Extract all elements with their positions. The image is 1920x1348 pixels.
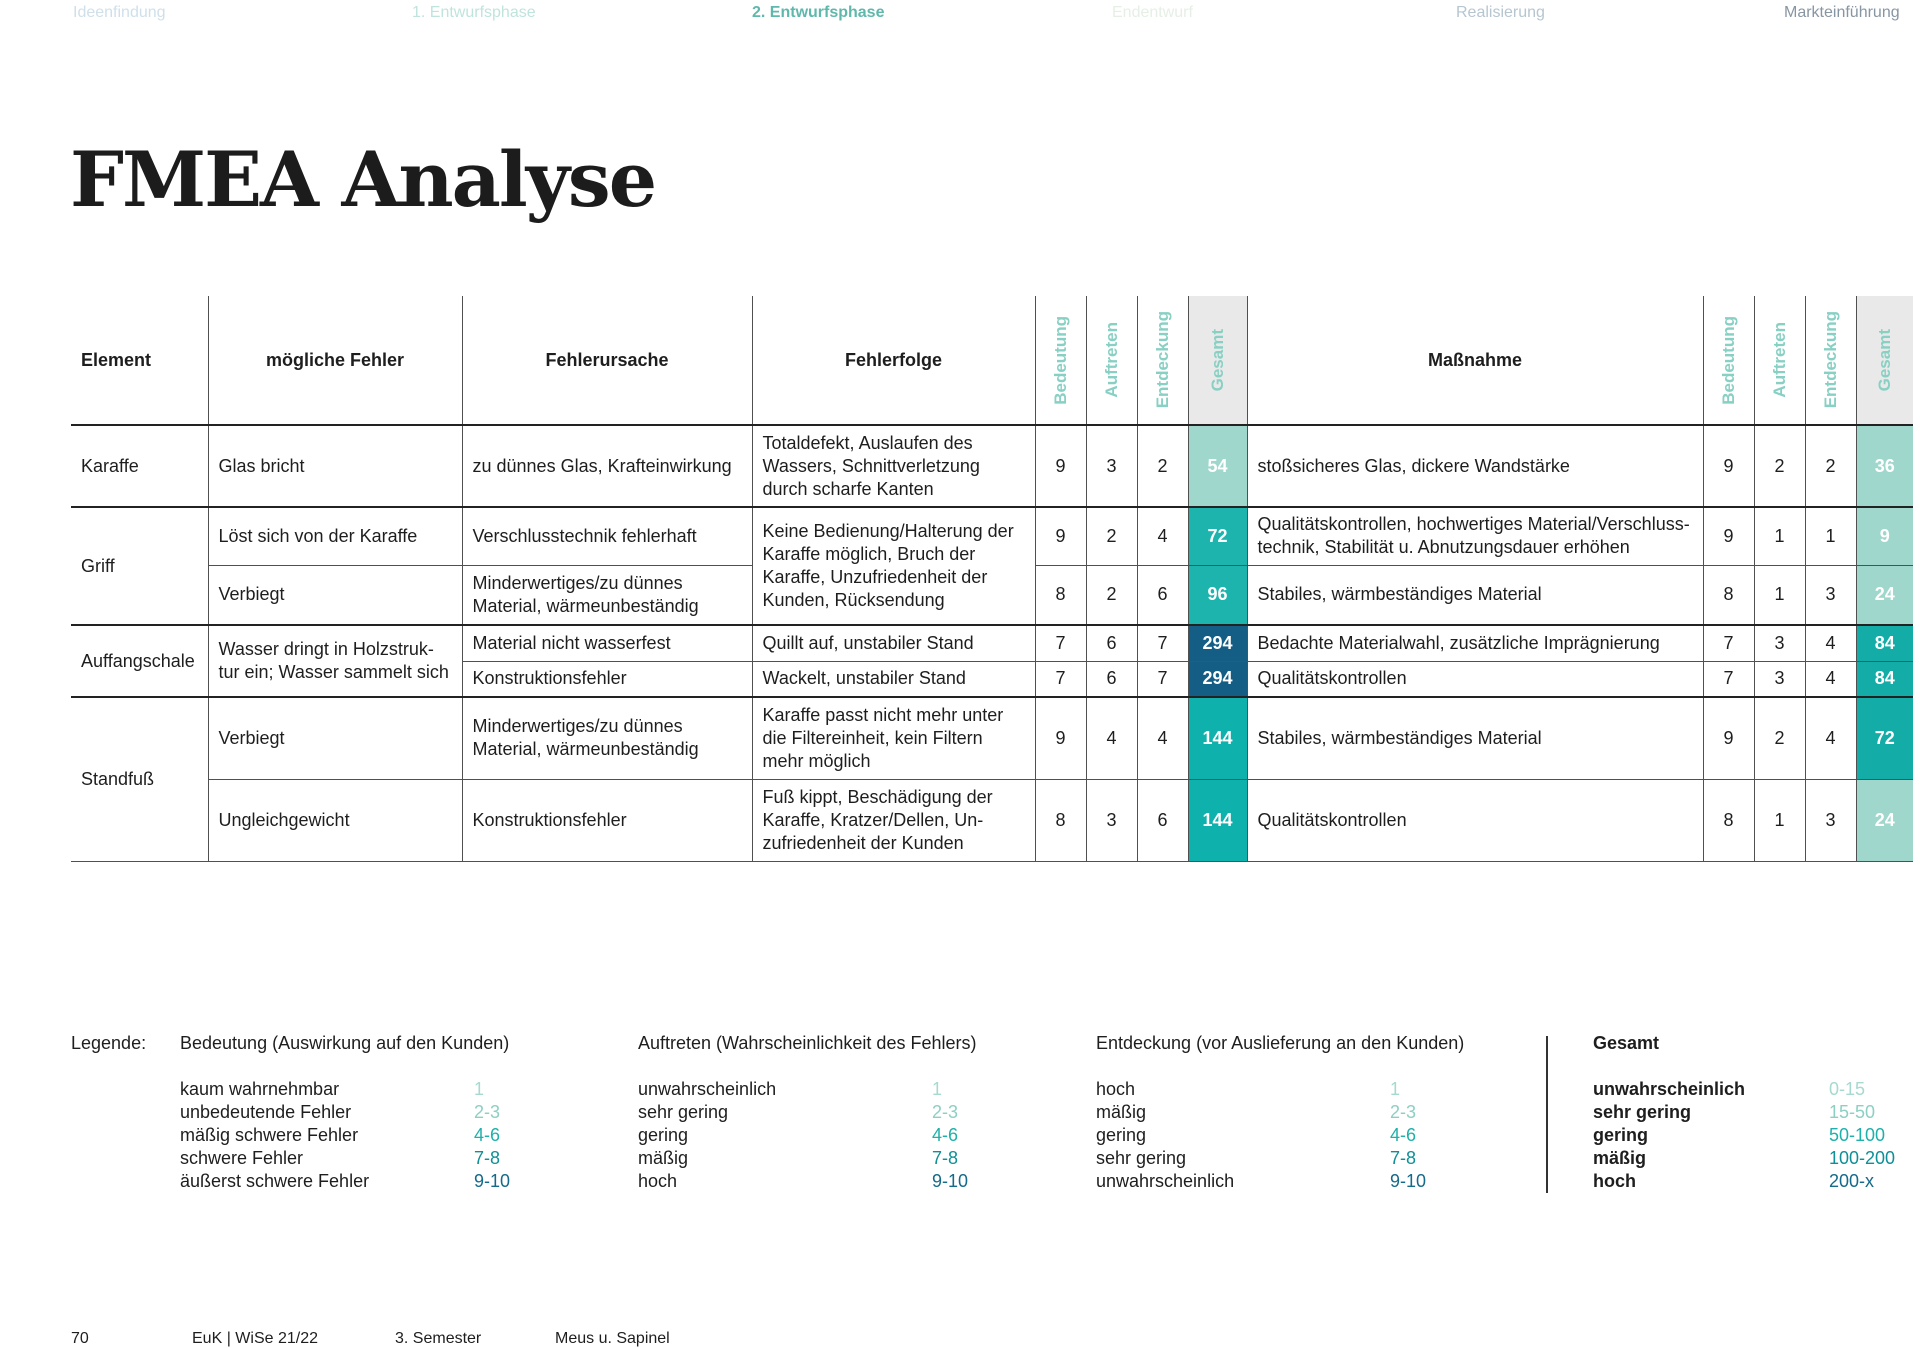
fehler-cell: Verbiegt [208,565,462,625]
header-gesamt: Gesamt [1188,296,1247,425]
massnahme-cell: Stabiles, wärmbeständiges Material [1247,565,1703,625]
legend-value: 2-3 [1390,1102,1417,1122]
legend-item: mäßig [1096,1102,1147,1122]
header-auftreten-2: Auftreten [1754,296,1805,425]
legend-item: gering [638,1125,689,1145]
bedeutung-cell: 9 [1035,697,1086,779]
bedeutung-2-cell: 9 [1703,425,1754,507]
header-fehler: mögliche Fehler [208,296,462,425]
bedeutung-2-cell: 9 [1703,507,1754,565]
legend-value: 7-8 [932,1148,959,1168]
legend-value: 15-50 [1829,1102,1876,1122]
legend-item: sehr gering [1593,1102,1692,1122]
auftreten-cell: 6 [1086,661,1137,697]
legend-item: gering [1593,1125,1649,1145]
element-cell: Karaffe [71,425,208,507]
gesamt-2-cell: 84 [1856,661,1913,697]
legend-item: schwere Fehler [180,1148,304,1168]
gesamt-cell: 144 [1188,697,1247,779]
legend-value: 1 [1390,1079,1401,1099]
massnahme-cell: Qualitätskontrollen [1247,661,1703,697]
auftreten-2-cell: 1 [1754,779,1805,861]
element-cell: Standfuß [71,697,208,861]
header-ursache: Fehlerursache [462,296,752,425]
auftreten-cell: 3 [1086,425,1137,507]
footer-authors: Meus u. Sapinel [555,1330,670,1347]
auftreten-cell: 2 [1086,565,1137,625]
ursache-cell: Verschlusstechnik fehlerhaft [462,507,752,565]
legend-item: mäßig [1593,1148,1647,1168]
nav-item-2-entwurfsphase[interactable]: 2. Entwurfsphase [752,4,885,21]
fehler-cell: Löst sich von der Karaffe [208,507,462,565]
footer-semester: 3. Semester [395,1330,482,1347]
auftreten-2-cell: 3 [1754,661,1805,697]
bedeutung-cell: 7 [1035,625,1086,661]
header-massnahme: Maßnahme [1247,296,1703,425]
entdeckung-cell: 2 [1137,425,1188,507]
fehler-cell: Verbiegt [208,697,462,779]
bedeutung-cell: 8 [1035,779,1086,861]
legend-item: hoch [1096,1079,1136,1099]
massnahme-cell: Qualitätskontrollen, hochwertiges Material/Verschluss-technik, Stabilität u. Abnutzungsdauer erhöhen [1247,507,1703,565]
legend-divider [1546,1036,1548,1193]
auftreten-cell: 4 [1086,697,1137,779]
nav-item-ideenfindung[interactable]: Ideenfindung [73,4,166,21]
nav-item-realisierung[interactable]: Realisierung [1456,4,1545,21]
legend-item: sehr gering [1096,1148,1187,1168]
folge-cell: Quillt auf, unstabiler Stand [752,625,1035,661]
entdeckung-2-cell: 4 [1805,697,1856,779]
header-gesamt-2: Gesamt [1856,296,1913,425]
fehler-cell: Ungleichgewicht [208,779,462,861]
legend-value: 9-10 [1390,1171,1427,1191]
entdeckung-2-cell: 3 [1805,565,1856,625]
legend-value: 9-10 [474,1171,511,1191]
massnahme-cell: Bedachte Materialwahl, zusätzliche Imprägnierung [1247,625,1703,661]
legend-item: sehr gering [638,1102,729,1122]
legend-value: 2-3 [474,1102,501,1122]
auftreten-cell: 3 [1086,779,1137,861]
legend-value: 4-6 [932,1125,959,1145]
nav-item-1-entwurfsphase[interactable]: 1. Entwurfsphase [412,4,536,21]
ursache-cell: zu dünnes Glas, Krafteinwirkung [462,425,752,507]
table-header-row [71,296,1913,425]
folge-cell: Keine Bedienung/Halterung der Karaffe möglich, Bruch der Karaffe, Unzufriedenheit der Kunden, Rücksendung [752,507,1035,625]
bedeutung-2-cell: 7 [1703,625,1754,661]
folge-cell: Totaldefekt, Auslaufen des Wassers, Schnittverletzung durch scharfe Kanten [752,425,1035,507]
legend-item: kaum wahrnehmbar [180,1079,340,1099]
legend-label: Legende: [71,1033,147,1053]
entdeckung-2-cell: 4 [1805,661,1856,697]
gesamt-cell: 96 [1188,565,1247,625]
legend-value: 1 [474,1079,485,1099]
entdeckung-cell: 4 [1137,697,1188,779]
header-auftreten: Auftreten [1086,296,1137,425]
legend-value: 50-100 [1829,1125,1886,1145]
fehler-cell: Glas bricht [208,425,462,507]
legend-value: 7-8 [1390,1148,1417,1168]
gesamt-2-cell: 36 [1856,425,1913,507]
entdeckung-2-cell: 2 [1805,425,1856,507]
header-folge: Fehlerfolge [752,296,1035,425]
auftreten-cell: 6 [1086,625,1137,661]
gesamt-2-cell: 24 [1856,779,1913,861]
legend-value: 2-3 [932,1102,959,1122]
element-cell: Auffangschale [71,625,208,697]
entdeckung-cell: 6 [1137,779,1188,861]
fmea-table [71,296,1913,862]
ursache-cell: Minderwertiges/zu dünnes Material, wärmeunbeständig [462,565,752,625]
table-row [71,425,1913,507]
legend-gesamt-title: Gesamt [1593,1033,1660,1053]
header-entdeckung: Entdeckung [1137,296,1188,425]
massnahme-cell: Stabiles, wärmbeständiges Material [1247,697,1703,779]
massnahme-cell: Qualitätskontrollen [1247,779,1703,861]
gesamt-2-cell: 72 [1856,697,1913,779]
legend-item: unbedeutende Fehler [180,1102,352,1122]
ursache-cell: Konstruktionsfehler [462,661,752,697]
auftreten-2-cell: 3 [1754,625,1805,661]
auftreten-2-cell: 2 [1754,425,1805,507]
gesamt-2-cell: 24 [1856,565,1913,625]
gesamt-2-cell: 9 [1856,507,1913,565]
legend-value: 4-6 [474,1125,501,1145]
bedeutung-cell: 9 [1035,507,1086,565]
legend-value: 0-15 [1829,1079,1866,1099]
massnahme-cell: stoßsicheres Glas, dickere Wandstärke [1247,425,1703,507]
header-element: Element [71,296,208,425]
folge-cell: Wackelt, unstabiler Stand [752,661,1035,697]
legend-value: 200-x [1829,1171,1875,1191]
auftreten-2-cell: 2 [1754,697,1805,779]
footer-page-number: 70 [71,1330,89,1347]
gesamt-cell: 54 [1188,425,1247,507]
bedeutung-2-cell: 9 [1703,697,1754,779]
phase-navigation [0,4,1920,26]
legend-item: unwahrscheinlich [1096,1171,1235,1191]
bedeutung-2-cell: 8 [1703,565,1754,625]
auftreten-cell: 2 [1086,507,1137,565]
legend-value: 7-8 [474,1148,501,1168]
folge-cell: Fuß kippt, Beschädigung der Karaffe, Kratzer/Dellen, Un-zufriedenheit der Kunden [752,779,1035,861]
bedeutung-cell: 9 [1035,425,1086,507]
legend-item: äußerst schwere Fehler [180,1171,370,1191]
legend-value: 1 [932,1079,943,1099]
table-row [71,625,1913,661]
header-bedeutung-2: Bedeutung [1703,296,1754,425]
page-title: FMEA Analyse [70,135,656,224]
gesamt-cell: 294 [1188,625,1247,661]
bedeutung-cell: 7 [1035,661,1086,697]
legend-value: 4-6 [1390,1125,1417,1145]
legend-value: 9-10 [932,1171,969,1191]
entdeckung-2-cell: 1 [1805,507,1856,565]
header-bedeutung: Bedeutung [1035,296,1086,425]
entdeckung-2-cell: 3 [1805,779,1856,861]
nav-item-endentwurf[interactable]: Endentwurf [1112,4,1193,21]
table-row [71,697,1913,779]
gesamt-2-cell: 84 [1856,625,1913,661]
legend-item: mäßig schwere Fehler [180,1125,359,1145]
auftreten-2-cell: 1 [1754,507,1805,565]
bedeutung-2-cell: 8 [1703,779,1754,861]
auftreten-2-cell: 1 [1754,565,1805,625]
bedeutung-cell: 8 [1035,565,1086,625]
legend-item: hoch [638,1171,678,1191]
entdeckung-cell: 7 [1137,661,1188,697]
gesamt-cell: 72 [1188,507,1247,565]
bedeutung-2-cell: 7 [1703,661,1754,697]
legend-bedeutung-title: Bedeutung (Auswirkung auf den Kunden) [180,1033,510,1053]
ursache-cell: Material nicht wasserfest [462,625,752,661]
footer-course: EuK | WiSe 21/22 [192,1330,318,1347]
legend-item: hoch [1593,1171,1636,1191]
legend-item: mäßig [638,1148,689,1168]
legend-entdeckung-title: Entdeckung (vor Auslieferung an den Kunden) [1096,1033,1465,1053]
header-entdeckung-2: Entdeckung [1805,296,1856,425]
entdeckung-cell: 7 [1137,625,1188,661]
gesamt-cell: 294 [1188,661,1247,697]
ursache-cell: Minderwertiges/zu dünnes Material, wärmeunbeständig [462,697,752,779]
legend-item: gering [1096,1125,1147,1145]
entdeckung-cell: 6 [1137,565,1188,625]
fehler-cell: Wasser dringt in Holzstruk-tur ein; Wasser sammelt sich [208,625,462,697]
nav-item-markteinfuehrung[interactable]: Markteinführung [1784,4,1900,21]
entdeckung-2-cell: 4 [1805,625,1856,661]
legend-auftreten-title: Auftreten (Wahrscheinlichkeit des Fehlers) [638,1033,977,1053]
table-row [71,779,1913,861]
gesamt-cell: 144 [1188,779,1247,861]
legend-value: 100-200 [1829,1148,1896,1168]
legend-item: unwahrscheinlich [1593,1079,1746,1099]
table-row [71,507,1913,565]
entdeckung-cell: 4 [1137,507,1188,565]
folge-cell: Karaffe passt nicht mehr unter die Filtereinheit, kein Filtern mehr möglich [752,697,1035,779]
element-cell: Griff [71,507,208,625]
ursache-cell: Konstruktionsfehler [462,779,752,861]
legend-item: unwahrscheinlich [638,1079,777,1099]
